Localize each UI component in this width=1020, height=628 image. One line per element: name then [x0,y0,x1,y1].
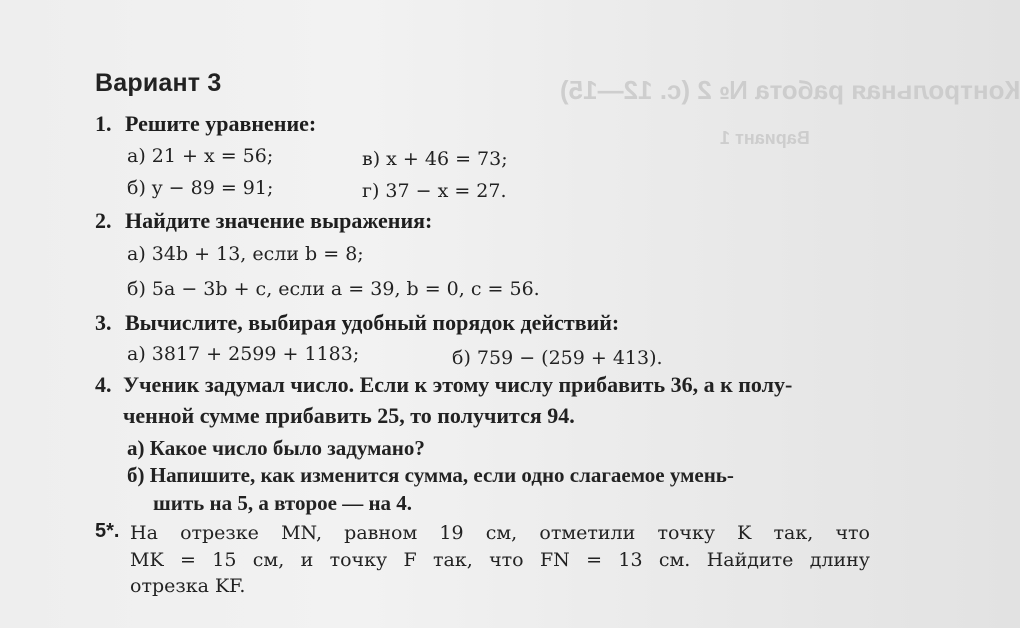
task-2-heading [95,208,432,234]
task-1-heading-text: Решите уравнение: [125,111,317,136]
task-2-number: 2. [95,208,112,233]
task-3-item-a: а) 3817 + 2599 + 1183; [127,343,360,365]
task-4-line-1 [95,372,792,398]
task-4-number: 4. [95,372,112,397]
bleed-through-title: Контрольная работа № 2 (с. 12—15) [560,75,1020,105]
task-1-item-b: б) y − 89 = 91; [127,177,274,199]
task-1-item-a: а) 21 + x = 56; [127,145,274,167]
task-1-heading [95,111,316,137]
task-4-text-1: Ученик задумал число. Если к этому числу прибавить 36, а к полу- [123,372,793,397]
task-5-line-3: отрезка KF. [130,575,246,597]
task-5-line-2: MK = 15 см, и точку F так, что FN = 13 см. Найдите длину [130,549,870,571]
bleed-through-line: Вариант 1 [720,128,810,148]
task-4-line-2: ченной сумме прибавить 25, то получится 94. [123,403,575,428]
task-5-line-1: На отрезке MN, равном 19 см, отметили точку K так, что [130,522,870,544]
task-3-item-b: б) 759 − (259 + 413). [452,347,663,369]
task-2-item-a: а) 34b + 13, если b = 8; [127,243,364,265]
task-1-item-g: г) 37 − x = 27. [362,180,507,202]
task-2-heading-text: Найдите значение выражения: [125,208,433,233]
task-3-heading-text: Вычислите, выбирая удобный порядок действий: [125,310,620,335]
task-3-number: 3. [95,310,112,335]
task-1-item-v: в) x + 46 = 73; [362,148,508,170]
task-1-number: 1. [95,111,112,136]
task-5-number: 5*. [95,520,120,542]
task-2-item-b: б) 5a − 3b + c, если a = 39, b = 0, c = 56. [127,278,540,300]
variant-title: Вариант 3 [95,69,222,97]
task-4-item-b-line-1: б) Напишите, как изменится сумма, если одно слагаемое умень- [127,463,734,487]
task-4-item-b-line-2: шить на 5, а второе — на 4. [153,491,413,515]
task-3-heading [95,310,619,336]
task-4-item-a: а) Какое число было задумано? [127,436,425,460]
